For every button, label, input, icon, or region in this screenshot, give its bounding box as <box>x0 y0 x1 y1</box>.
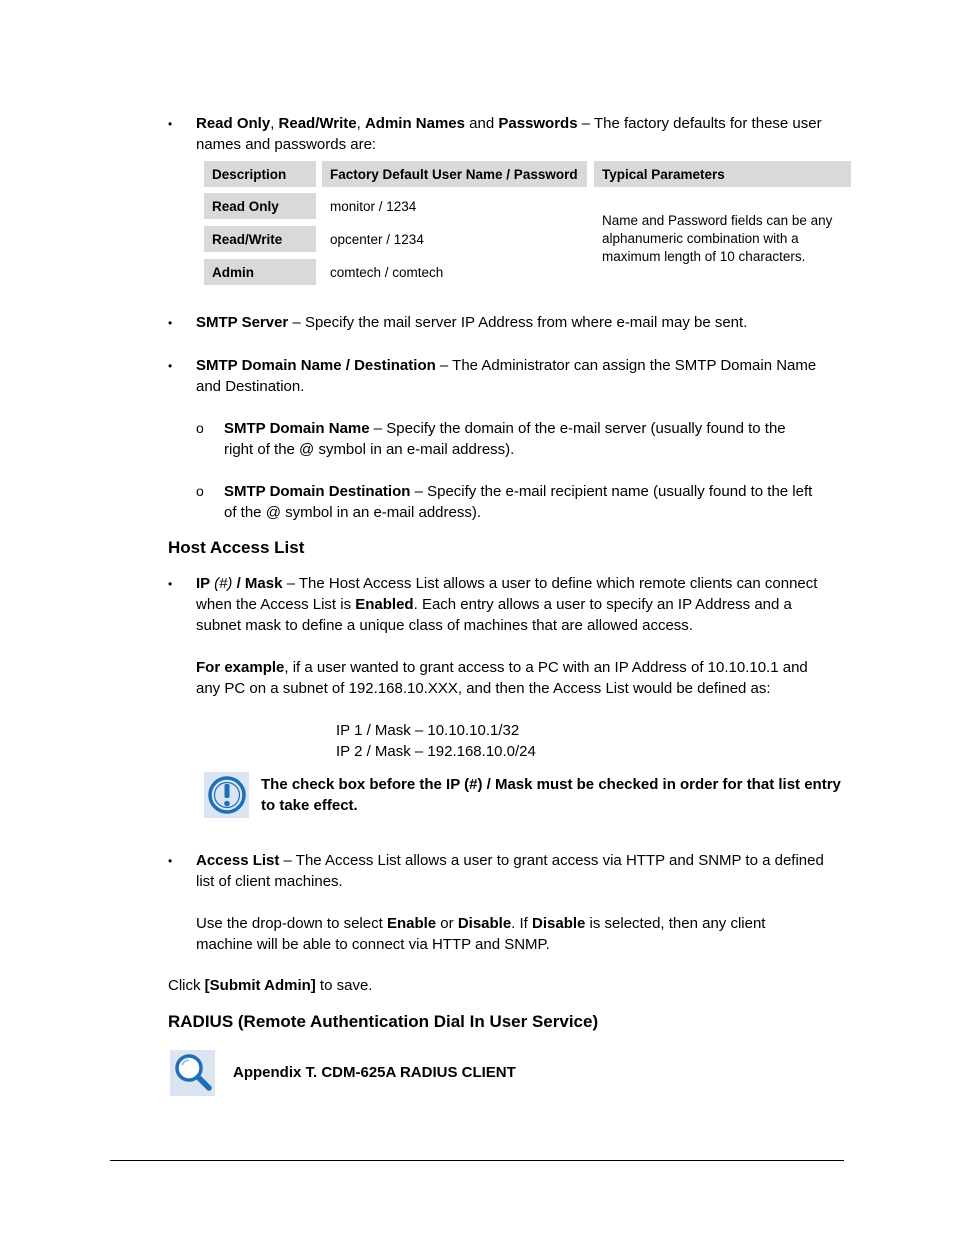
table-row-desc: Read Only <box>204 193 316 219</box>
example-desc-2: any PC on a subnet of 192.168.10.XXX, and then the Access List would be defined as: <box>196 680 771 697</box>
text: to save. <box>315 977 373 994</box>
smtp-domain-desc: – The Administrator can assign the SMTP Domain Name <box>435 357 817 374</box>
ip-mask-bullet-text <box>196 573 846 636</box>
submit-admin-label: [Submit Admin] <box>204 977 316 994</box>
smtp-domain-destination-text <box>224 481 844 523</box>
ip-mask-desc: – The Host Access List allows a user to define which remote clients can connect <box>282 575 818 592</box>
reference-text[interactable]: Appendix T. CDM-625A RADIUS CLIENT <box>233 1064 516 1081</box>
ip-example-2: IP 2 / Mask – 192.168.10.0/24 <box>336 743 536 760</box>
exclamation-icon <box>207 775 247 815</box>
bullet-glyph: • <box>168 117 173 131</box>
sub-bullet-glyph: o <box>196 420 204 436</box>
table-row-value: comtech / comtech <box>330 264 444 280</box>
example-paragraph <box>196 657 846 699</box>
enabled-term: Enabled <box>355 596 414 613</box>
smtp-domain-term: SMTP Domain Name / Destination <box>196 357 436 374</box>
bullet-glyph: • <box>168 577 173 591</box>
host-access-heading: Host Access List <box>168 538 305 557</box>
smtp-server-term: SMTP Server <box>196 314 289 331</box>
table-row-desc: Admin <box>204 259 316 285</box>
typical-line: alphanumeric combination with a <box>602 231 799 246</box>
passwords-bullet-text <box>196 113 846 155</box>
sub-bullet-glyph: o <box>196 483 204 499</box>
passwords-term: Passwords <box>498 115 578 132</box>
smtp-domain-destination-term: SMTP Domain Destination <box>224 483 411 500</box>
read-write-term: Read/Write <box>278 115 357 132</box>
ip-term: IP <box>196 575 215 592</box>
access-list-paragraph-2 <box>196 913 846 955</box>
magnifier-icon <box>172 1052 214 1094</box>
ip-mask-desc-2: when the Access List is <box>196 596 356 613</box>
text: . If <box>511 915 533 932</box>
typical-line: maximum length of 10 characters. <box>602 249 806 264</box>
smtp-domain-name-desc-2: right of the @ symbol in an e-mail address). <box>224 441 515 458</box>
sep: and <box>464 115 499 132</box>
smtp-server-desc: – Specify the mail server IP Address from where e-mail may be sent. <box>288 314 748 331</box>
typical-parameters-text <box>602 212 847 266</box>
text: is selected, then any client <box>585 915 766 932</box>
table-header-factory-default: Factory Default User Name / Password <box>322 161 587 187</box>
passwords-desc: – The factory defaults for these user <box>577 115 822 132</box>
text: Use the drop-down to select <box>196 915 387 932</box>
ip-mask-desc-2b: . Each entry allows a user to specify an IP Address and a <box>413 596 792 613</box>
typical-line: Name and Password fields can be any <box>602 213 833 228</box>
passwords-desc-2: names and passwords are: <box>196 136 377 153</box>
smtp-domain-destination-desc-2: of the @ symbol in an e-mail address). <box>224 504 481 521</box>
note-line: The check box before the IP (#) / Mask must be checked in order for that list entry <box>261 776 841 793</box>
text: or <box>436 915 458 932</box>
smtp-domain-desc-2: and Destination. <box>196 378 305 395</box>
smtp-domain-destination-desc: – Specify the e-mail recipient name (usually found to the left <box>410 483 813 500</box>
admin-names-term: Admin Names <box>364 115 465 132</box>
smtp-domain-name-desc: – Specify the domain of the e-mail server (usually found to the <box>369 420 786 437</box>
example-term: For example <box>196 659 285 676</box>
bullet-glyph: • <box>168 854 173 868</box>
bullet-glyph: • <box>168 359 173 373</box>
smtp-domain-name-term: SMTP Domain Name <box>224 420 370 437</box>
important-note-icon <box>204 772 249 818</box>
submit-instruction <box>168 975 372 996</box>
table-header-description: Description <box>204 161 316 187</box>
mask-term: / Mask <box>232 575 283 592</box>
table-row-desc: Read/Write <box>204 226 316 252</box>
sep: , <box>270 115 279 132</box>
access-list-desc: – The Access List allows a user to grant access via HTTP and SNMP to a defined <box>279 852 824 869</box>
note-text <box>261 774 851 816</box>
table-header-typical-parameters: Typical Parameters <box>594 161 851 187</box>
smtp-server-bullet-text <box>196 312 846 333</box>
table-row-value: monitor / 1234 <box>330 198 417 214</box>
text: Click <box>168 977 205 994</box>
access-list-bullet-text <box>196 850 846 892</box>
disable-term: Disable <box>457 915 512 932</box>
access-list-desc-2: list of client machines. <box>196 873 343 890</box>
read-only-term: Read Only <box>196 115 271 132</box>
footer-divider <box>110 1160 844 1161</box>
ip-example-1: IP 1 / Mask – 10.10.10.1/32 <box>336 722 520 739</box>
ip-number-term: (#) <box>214 575 233 592</box>
ip-example-list <box>336 720 536 762</box>
example-desc: , if a user wanted to grant access to a PC with an IP Address of 10.10.10.1 and <box>284 659 808 676</box>
bullet-glyph: • <box>168 316 173 330</box>
note-line: to take effect. <box>261 797 358 814</box>
radius-heading: RADIUS (Remote Authentication Dial In User Service) <box>168 1012 599 1031</box>
access-list-term: Access List <box>196 852 280 869</box>
table-row-value: opcenter / 1234 <box>330 231 424 247</box>
sep: , <box>356 115 365 132</box>
disable-term: Disable <box>532 915 586 932</box>
smtp-domain-bullet-text <box>196 355 846 397</box>
ip-mask-desc-3: subnet mask to define a unique class of machines that are allowed access. <box>196 617 693 634</box>
smtp-domain-name-text <box>224 418 844 460</box>
text: machine will be able to connect via HTTP and SNMP. <box>196 936 550 953</box>
reference-icon <box>170 1050 215 1096</box>
enable-term: Enable <box>386 915 437 932</box>
